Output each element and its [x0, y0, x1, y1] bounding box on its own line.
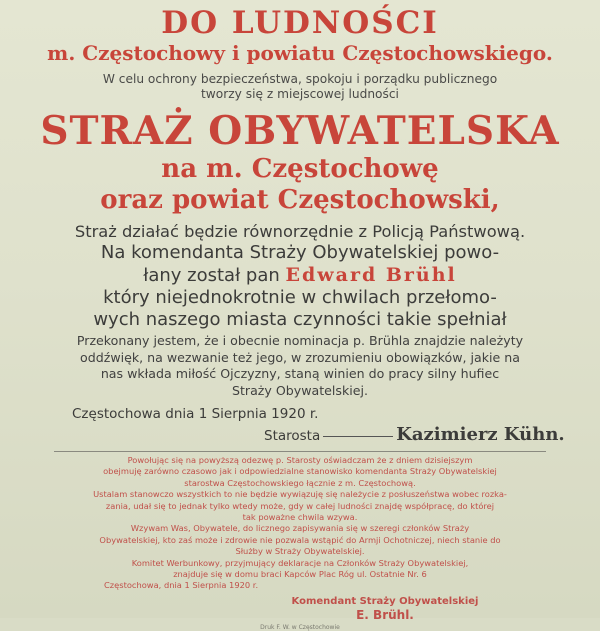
body-line-appointed [14, 264, 586, 287]
commander-name: Edward Brühl [285, 264, 457, 286]
paragraph-line: nas wkłada miłość Ojczyzny, staną winien do pracy silny hufiec [100, 366, 500, 381]
fine-print-line: Ustalam stanowczo wszystkich to nie będzie wywiązuję się należycie z posłuszeństwa wobec rozka- [93, 489, 507, 500]
poster-title: DO LUDNOŚCI [161, 5, 439, 41]
fine-print-line: znajduje się w domu braci Kapców Plac Róg ul. Ostatnie Nr. 6 [173, 569, 427, 580]
body-line: który niejednokrotnie w chwilach przełomo- [103, 287, 497, 308]
announcement-body [14, 222, 586, 331]
appointed-prefix: łany został pan [143, 265, 280, 286]
fine-print-line: starostwa Częstochowskiego łącznie z m. Częstochową. [184, 477, 416, 488]
starosta-name: Kazimierz Kühn. [396, 424, 565, 445]
fine-print-line: Obywatelskiej, kto zaś może i zdrowie nie pozwala wstąpić do Armji Ochotniczej, niech stanie do [99, 534, 501, 545]
commander-signature: E. Brühl. [356, 607, 414, 622]
paragraph-line: Przekonany jestem, że i obecnie nominacja p. Brühla znajdzie należyty [76, 333, 524, 348]
fine-print-line: zania, udał się to jednak tylko wtedy może, gdy w całej ludności znajdę współpracę, do której [105, 500, 495, 511]
fine-print-date: Częstochowa, dnia 1 Sierpnia 1920 r. [104, 580, 259, 591]
fine-print-line: Służby w Straży Obywatelskiej. [235, 546, 365, 557]
body-line: Straż działać będzie równorzędnie z Policją Państwową. [74, 222, 526, 241]
headline-city: na m. Częstochowę [161, 154, 439, 184]
paragraph-line: Straży Obywatelskiej. [231, 382, 369, 398]
starosta-label: Starosta [264, 428, 321, 444]
starosta-signature [264, 423, 586, 448]
poster-subtitle: m. Częstochowy i powiatu Częstochowskiego. [47, 41, 553, 65]
body-line: wych naszego miasta czynności takie spełniał [93, 309, 507, 330]
paragraph [14, 333, 586, 399]
signature-rule [323, 436, 393, 437]
printer-imprint: Druk F. W. w Częstochowie [260, 623, 340, 631]
fine-print-line: tak poważne chwila wzywa. [242, 512, 358, 523]
divider [54, 451, 546, 452]
headline-main: STRAŻ OBYWATELSKA [40, 108, 560, 154]
dateline: Częstochowa dnia 1 Sierpnia 1920 r. [72, 406, 319, 422]
fine-print-line: Komitet Werbunkowy, przyjmujący deklaracje na Członków Straży Obywatelskiej, [131, 557, 469, 568]
body-line: Na komendanta Straży Obywatelskiej powo- [100, 242, 500, 263]
headline-county: oraz powiat Częstochowski, [100, 185, 500, 215]
fine-print-line: Powołując się na powyższą odezwę p. Starosty oświadczam że z dniem dzisiejszym [127, 455, 473, 465]
fine-print [14, 455, 586, 592]
commander-title: Komendant Straży Obywatelskiej [291, 595, 479, 607]
intro-line-2: tworzy się z miejscowej ludności [201, 87, 399, 101]
fine-print-line: Wzywam Was, Obywatele, do licznego zapisywania się w szeregi członków Straży [130, 523, 470, 534]
paragraph-line: oddźwięk, na wezwanie też jego, w zrozumieniu obowiązków, jakie na [80, 349, 520, 365]
intro-line-1: W celu ochrony bezpieczeństwa, spokoju i porządku publicznego [102, 72, 498, 86]
fine-print-line: obejmuję zarówno czasowo jak i odpowiedzialne stanowisko komendanta Straży Obywatelskiej [103, 466, 497, 477]
